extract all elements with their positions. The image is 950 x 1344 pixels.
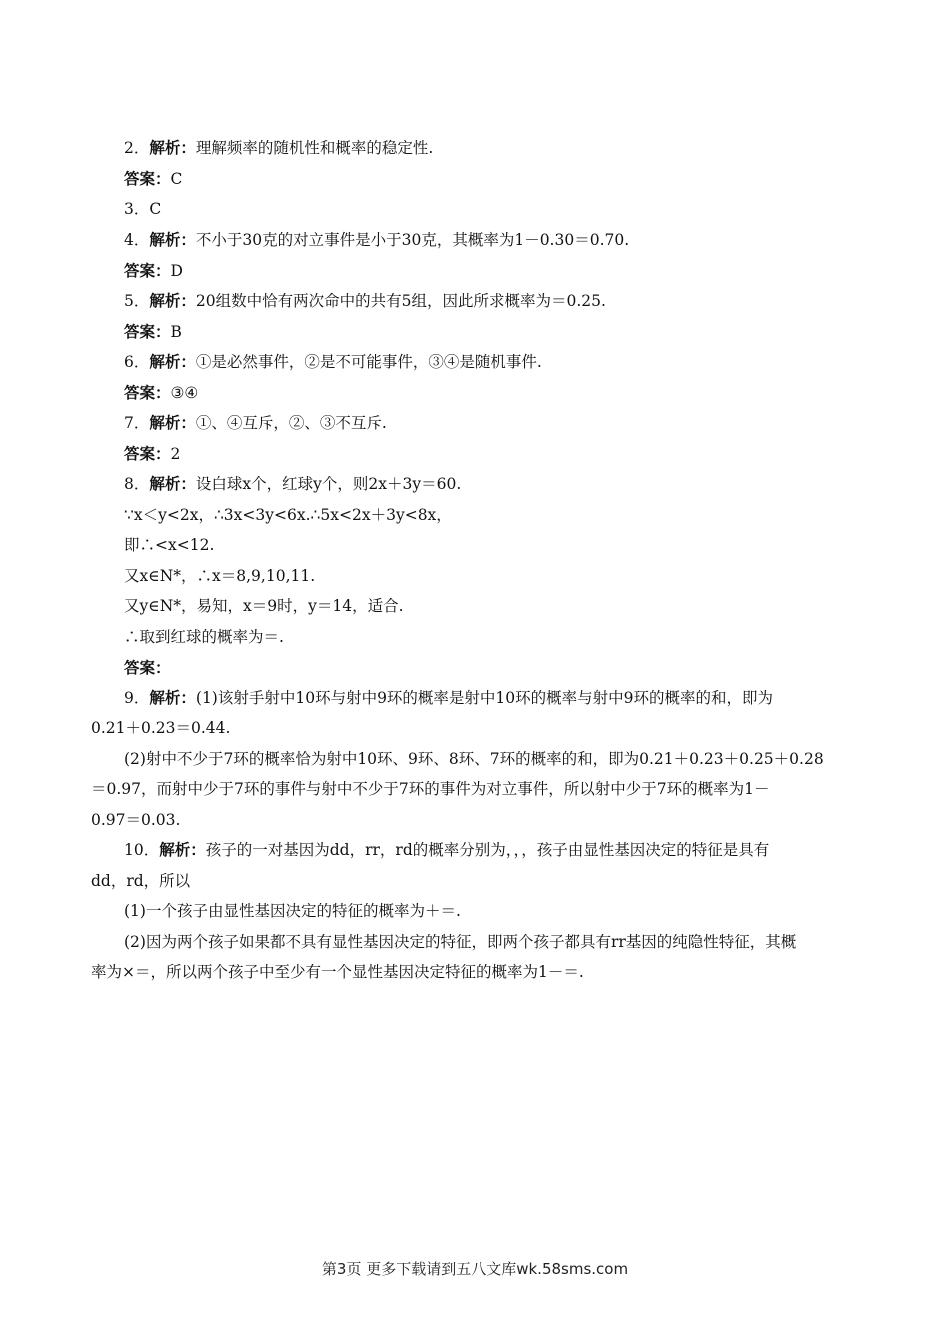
- answer-3: 3．C: [124, 200, 162, 218]
- answer-8-step-1: ∵x＜y<2x，∴3x<3y<6x.∴5x<2x＋3y<8x，: [124, 506, 452, 524]
- answer-8-step-3: 又x∈N*，∴x＝8,9,10,11.: [124, 567, 316, 585]
- answer-7-answer: 答案：2: [124, 444, 181, 463]
- answer-8-analysis: 8．解析：设白球x个，红球y个，则2x＋3y＝60.: [124, 474, 462, 493]
- answer-4-analysis: 4．解析：不小于30克的对立事件是小于30克，其概率为1－0.30＝0.70.: [124, 230, 630, 249]
- answer-4-answer: 答案：D: [124, 261, 183, 280]
- answer-9-cont-2: ＝0.97，而射中少于7环的事件与射中不少于7环的事件为对立事件，所以射中少于7环的概率为1－: [91, 780, 770, 798]
- answer-9-cont-1: 0.21＋0.23＝0.44.: [91, 719, 231, 737]
- answer-9-analysis: 9．解析：(1)该射手射中10环与射中9环的概率是射中10环的概率与射中9环的概率的和，即为: [124, 688, 774, 707]
- answer-10-part-2: (2)因为两个孩子如果都不具有显性基因决定的特征，即两个孩子都具有rr基因的纯隐性特征，其概: [124, 933, 797, 951]
- answer-2-analysis: 2．解析：理解频率的随机性和概率的稳定性.: [124, 138, 434, 157]
- answer-8-step-5: ∴取到红球的概率为＝.: [124, 628, 284, 646]
- answer-9-cont-3: 0.97＝0.03.: [91, 811, 181, 829]
- answer-10-analysis: 10．解析：孩子的一对基因为dd，rr，rd的概率分别为，，，孩子由显性基因决定的特征是具有: [124, 840, 770, 859]
- answer-10-part-1: (1)一个孩子由显性基因决定的特征的概率为＋＝.: [124, 902, 461, 920]
- answer-5-analysis: 5．解析：20组数中恰有两次命中的共有5组，因此所求概率为＝0.25.: [124, 291, 606, 310]
- answer-2-answer: 答案：C: [124, 169, 183, 188]
- answer-8-step-4: 又y∈N*，易知，x＝9时，y＝14，适合.: [124, 597, 404, 615]
- page-footer: 第3页 更多下载请到五八文库wk.58sms.com: [321, 1260, 629, 1278]
- answer-9-part-2: (2)射中不少于7环的概率恰为射中10环、9环、8环、7环的概率的和，即为0.21＋0.23＋0.25＋0.28: [124, 750, 824, 768]
- answer-10-cont-1: dd，rd，所以: [91, 872, 191, 890]
- answer-8-step-2: 即∴<x<12.: [124, 536, 215, 554]
- answer-6-analysis: 6．解析：①是必然事件，②是不可能事件，③④是随机事件.: [124, 352, 542, 371]
- answer-6-answer: 答案：③④: [124, 383, 199, 402]
- answer-8-answer: 答案：: [124, 658, 171, 677]
- answer-5-answer: 答案：B: [124, 322, 182, 341]
- answer-7-analysis: 7．解析：①、④互斥，②、③不互斥.: [124, 413, 387, 432]
- answer-10-cont-2: 率为×＝，所以两个孩子中至少有一个显性基因决定特征的概率为1－＝.: [91, 963, 584, 981]
